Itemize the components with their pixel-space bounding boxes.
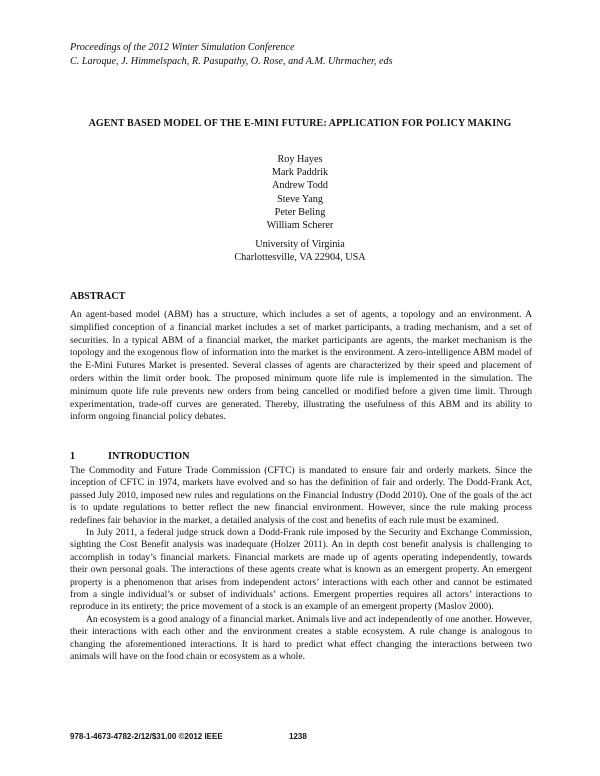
affiliation xyxy=(180,238,420,264)
body-paragraph: In July 2011, a federal judge struck down a Dodd-Frank rule imposed by the Security and Exchange Commission, sighting the Cost Benefit analysis was inadequate (Holzer 2011). An in depth cost benefit analysis is challenging to accomplish in today’s financial markets. Financial markets are made up of agents operating independently, towards their own personal goals. The interactions of these agents create what is known as an emergent property. An emergent property is a phenomenon that arises from independent actors’ interactions with each other and cannot be estimated from a single individual’s or subset of individuals’ actions. Emergent properties requires all actors’ interactions to reproduce in its entirety; the price movement of a stock is an example of an emergent property (Maslov 2000). xyxy=(70,527,532,613)
university-name: University of Virginia xyxy=(255,239,345,250)
author-name: Steve Yang xyxy=(277,193,323,205)
proceedings-editors: C. Laroque, J. Himmelspach, R. Pasupathy, O. Rose, and A.M. Uhrmacher, eds xyxy=(70,56,393,67)
author-name: Mark Paddrik xyxy=(271,167,329,179)
author-name: Peter Beling xyxy=(274,206,326,218)
proceedings-title: Proceedings of the 2012 Winter Simulation Conference xyxy=(70,42,295,53)
page-footer xyxy=(70,732,540,741)
author-name: William Scherer xyxy=(266,220,334,232)
page-number: 1238 xyxy=(289,732,307,741)
paper-title: AGENT BASED MODEL OF THE E-MINI FUTURE: APPLICATION FOR POLICY MAKING xyxy=(88,118,512,129)
author-list xyxy=(200,153,400,232)
isbn-copyright: 978-1-4673-4782-2/12/$31.00 ©2012 IEEE xyxy=(70,732,223,741)
university-location: Charlottesville, VA 22904, USA xyxy=(234,252,366,264)
abstract-heading: ABSTRACT xyxy=(70,291,126,302)
author-name: Andrew Todd xyxy=(272,180,328,192)
section-number: 1 xyxy=(70,451,76,462)
body-paragraph: The Commodity and Future Trade Commission (CFTC) is mandated to ensure fair and orderly markets. Since the inception of CFTC in 1974, markets have evolved and so has the definition of fair and orderly. The Dodd-Frank Act, passed July 2010, imposed new rules and regulations on the Financial Industry (Dodd 2010). One of the goals of the act is to update regulations to better reflect the new financial environment. However, since the rule making process redefines fair behavior in the market, a detailed analysis of the cost and benefits of each rule must be examined. xyxy=(70,465,532,526)
proceedings-header xyxy=(70,41,540,69)
abstract-text: An agent-based model (ABM) has a structure, which includes a set of agents, a topology and an environment. A simplified conception of a financial market includes a set of market participants, a trading mechanism, and a set of securities. In a typical ABM of a financial market, the market participants are agents, the market mechanism is the topology and the exogenous flow of information into the market is the environment. A zero-intelligence ABM model of the E-Mini Futures Market is presented. Several classes of agents are characterized by their speed and placement of orders within the limit order book. The proposed minimum quote life rule is implemented in the simulation. The minimum quote life rule prevents new orders from being cancelled or modified before a given time limit. Through experimentation, trade-off curves are generated. Thereby, illustrating the usefulness of this ABM and its ability to inform ongoing financial policy debates. xyxy=(70,309,532,423)
section-body xyxy=(70,465,532,664)
section-heading xyxy=(70,451,190,462)
author-name: Roy Hayes xyxy=(277,154,323,165)
section-title: INTRODUCTION xyxy=(108,451,190,462)
body-paragraph: An ecosystem is a good analogy of a financial market. Animals live and act independently of one another. However, their interactions with each other and the environment creates a stable ecosystem. A rule change is analogous to changing the aforementioned interactions. It is hard to predict what effect changing the interactions between two animals will have on the food chain or ecosystem as a whole. xyxy=(70,613,532,663)
